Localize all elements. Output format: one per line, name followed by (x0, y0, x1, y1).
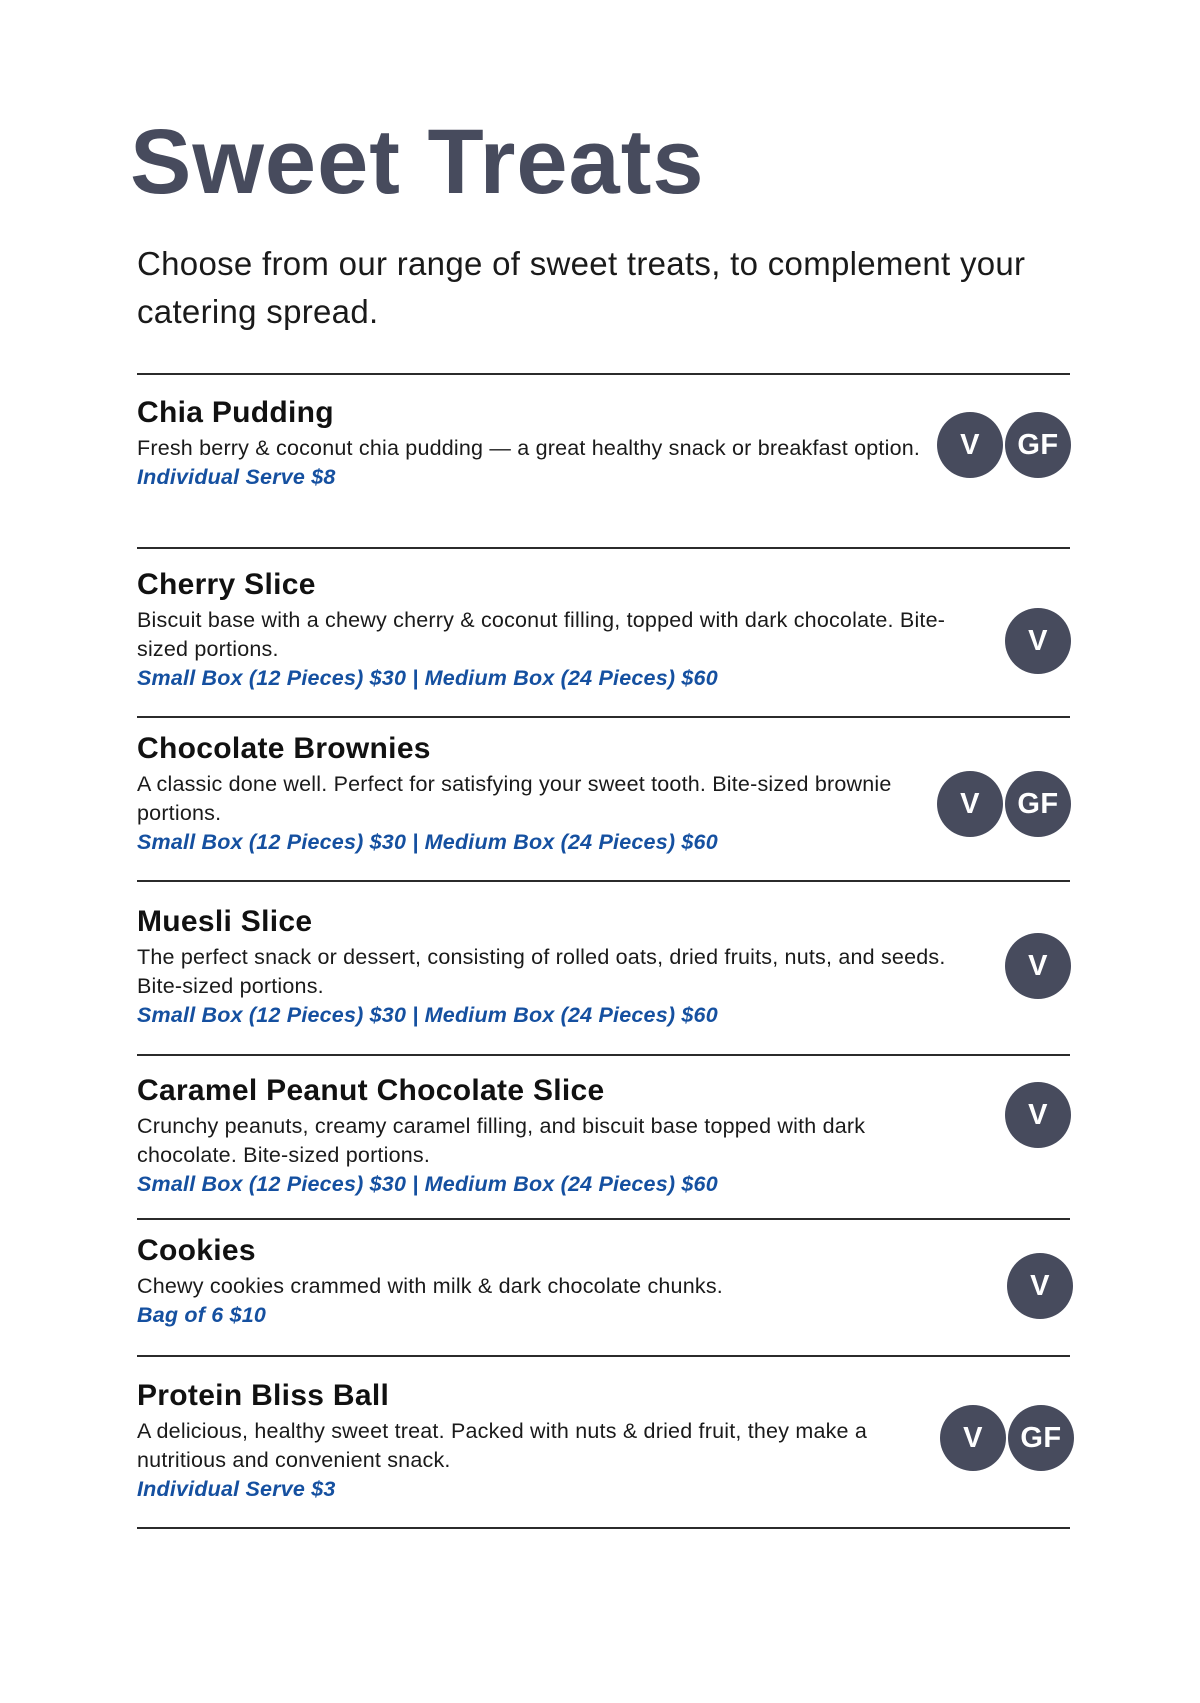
vegetarian-badge: V (940, 1405, 1006, 1471)
item-name: Chia Pudding (137, 396, 334, 429)
menu-item-caramel-peanut-chocolate-slice (137, 1074, 1077, 1199)
divider (137, 1054, 1070, 1056)
dietary-badges (1005, 608, 1071, 674)
vegetarian-badge: V (937, 412, 1003, 478)
dietary-badges (1005, 1082, 1071, 1148)
divider (137, 880, 1070, 882)
item-price: Small Box (12 Pieces) $30 | Medium Box (24 Pieces) $60 (137, 830, 718, 854)
gluten-free-badge: GF (1005, 771, 1071, 837)
item-name: Cherry Slice (137, 568, 316, 601)
item-price: Small Box (12 Pieces) $30 | Medium Box (24 Pieces) $60 (137, 1003, 718, 1027)
vegetarian-badge: V (1005, 933, 1071, 999)
divider (137, 547, 1070, 549)
dietary-badges (940, 1405, 1074, 1471)
item-name: Chocolate Brownies (137, 732, 431, 765)
item-description: Crunchy peanuts, creamy caramel filling, and biscuit base topped with dark chocolate. Bite-sized portions. (137, 1114, 866, 1167)
gluten-free-badge: GF (1008, 1405, 1074, 1471)
divider (137, 1218, 1070, 1220)
item-name: Cookies (137, 1234, 256, 1267)
page-title: Sweet Treats (130, 111, 705, 213)
item-description: Chewy cookies crammed with milk & dark chocolate chunks. (137, 1274, 723, 1298)
dietary-badges (1005, 933, 1071, 999)
item-price: Individual Serve $8 (137, 465, 336, 489)
divider (137, 1355, 1070, 1357)
item-description: Biscuit base with a chewy cherry & coconut filling, topped with dark chocolate. Bite-sized portions. (137, 608, 946, 661)
divider (137, 373, 1070, 375)
dietary-badges (937, 771, 1071, 837)
item-description: A delicious, healthy sweet treat. Packed with nuts & dried fruit, they make a nutritious and convenient snack. (137, 1419, 868, 1472)
item-description: Fresh berry & coconut chia pudding — a great healthy snack or breakfast option. (137, 436, 921, 460)
menu-item-chocolate-brownies (137, 732, 1077, 857)
item-description: The perfect snack or dessert, consisting of rolled oats, dried fruits, nuts, and seeds. Bite-sized portions. (137, 945, 946, 998)
menu-item-cherry-slice (137, 568, 1077, 693)
vegetarian-badge: V (1007, 1253, 1073, 1319)
dietary-badges (1007, 1253, 1073, 1319)
menu-item-chia-pudding (137, 396, 1077, 492)
divider (137, 1527, 1070, 1529)
item-price: Bag of 6 $10 (137, 1303, 267, 1327)
gluten-free-badge: GF (1005, 412, 1071, 478)
dietary-badges (937, 412, 1071, 478)
menu-item-cookies (137, 1234, 1077, 1330)
item-price: Small Box (12 Pieces) $30 | Medium Box (24 Pieces) $60 (137, 666, 718, 690)
menu-item-protein-bliss-ball (137, 1379, 1077, 1504)
item-name: Caramel Peanut Chocolate Slice (137, 1074, 605, 1107)
item-price: Individual Serve $3 (137, 1477, 336, 1501)
item-name: Muesli Slice (137, 905, 313, 938)
vegetarian-badge: V (1005, 1082, 1071, 1148)
item-name: Protein Bliss Ball (137, 1379, 390, 1412)
divider (137, 716, 1070, 718)
vegetarian-badge: V (1005, 608, 1071, 674)
intro-text: Choose from our range of sweet treats, to complement your catering spread. (137, 245, 1026, 330)
menu-item-muesli-slice (137, 905, 1077, 1030)
vegetarian-badge: V (937, 771, 1003, 837)
item-price: Small Box (12 Pieces) $30 | Medium Box (24 Pieces) $60 (137, 1172, 718, 1196)
item-description: A classic done well. Perfect for satisfying your sweet tooth. Bite-sized brownie portions. (137, 772, 892, 825)
